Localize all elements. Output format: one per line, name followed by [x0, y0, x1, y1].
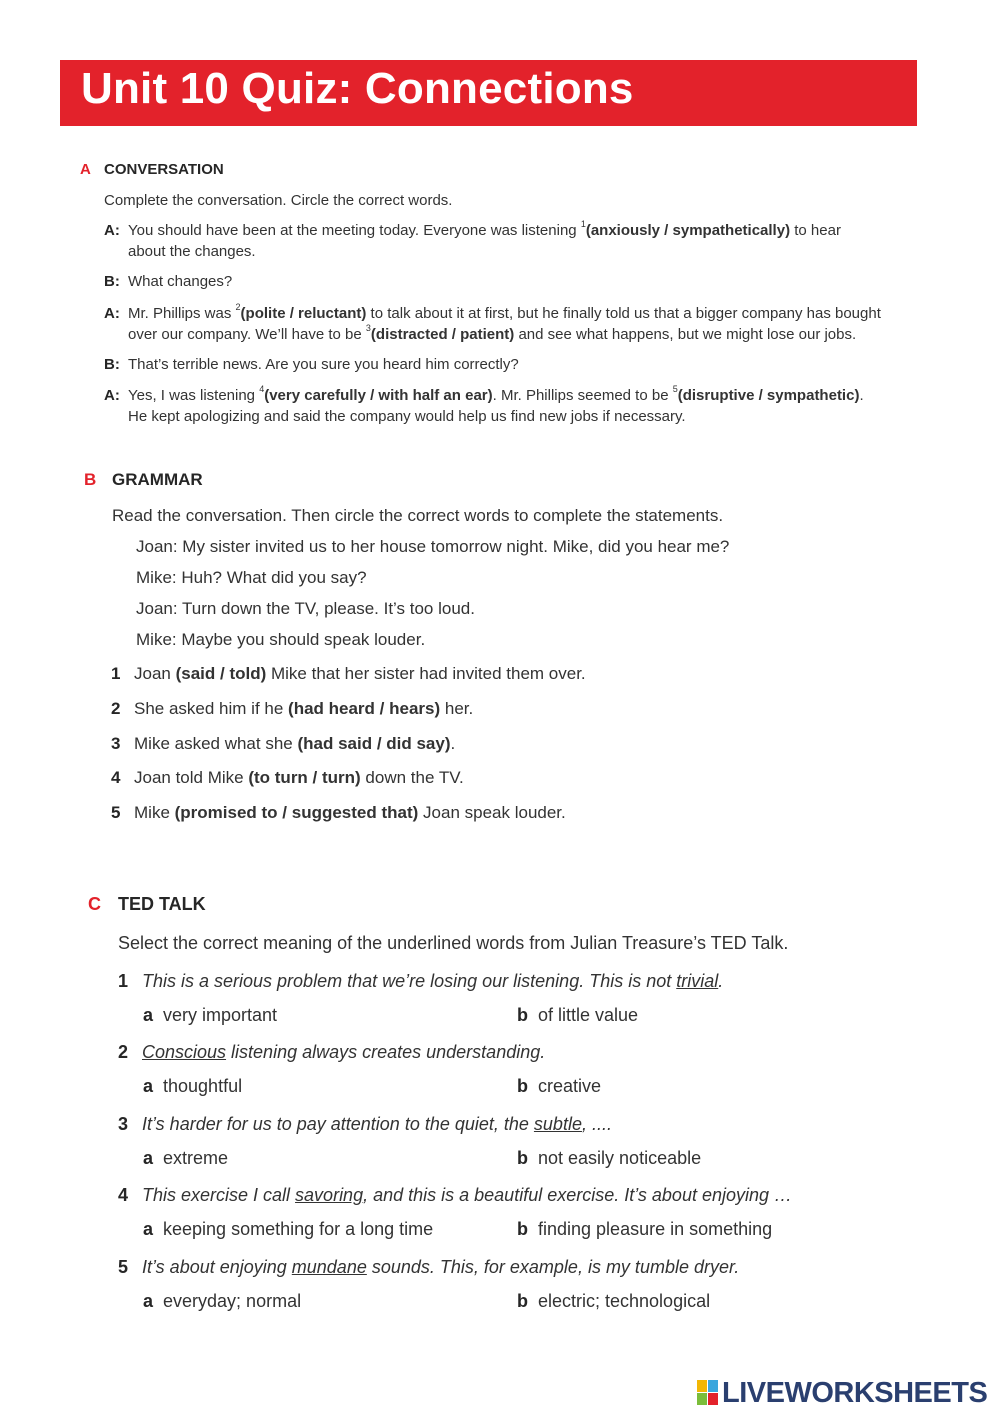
section-b-instruction: Read the conversation. Then circle the correct words to complete the statements.	[112, 506, 724, 525]
item-number: 1	[111, 664, 121, 683]
liveworksheets-logo[interactable]	[697, 1376, 995, 1410]
grammar-item: Mike asked what she (had said / did say).	[134, 734, 456, 753]
underlined-word: mundane	[291, 1257, 367, 1277]
option-b[interactable]: b creative	[517, 1076, 602, 1096]
underlined-word: savoring	[295, 1185, 364, 1205]
item-number: 2	[118, 1042, 129, 1062]
speaker-label: B:	[104, 273, 120, 290]
conversation-line: You should have been at the meeting today. Everyone was listening $^1$(anxiously / sympathetically) to hear	[128, 219, 841, 239]
dialogue-line: Joan: My sister invited us to her house tomorrow night. Mike, did you hear me?	[136, 537, 730, 556]
speaker-label: A:	[104, 305, 120, 322]
option-a[interactable]: a keeping something for a long time	[143, 1219, 434, 1239]
quote-text: It’s about enjoying mundane sounds. This, for example, is my tumble dryer.	[142, 1257, 740, 1277]
item-number: 4	[118, 1185, 129, 1205]
item-number: 3	[111, 734, 121, 753]
option-b[interactable]: b of little value	[517, 1005, 639, 1025]
quote-text: Conscious listening always creates understanding.	[142, 1042, 546, 1062]
answer-choice[interactable]: (promised to / suggested that)	[174, 803, 419, 822]
answer-choice[interactable]: (anxiously / sympathetically)	[585, 222, 791, 239]
grammar-item: Joan (said / told) Mike that her sister had invited them over.	[134, 664, 586, 683]
speaker-label: B:	[104, 356, 120, 373]
conversation-line: Mr. Phillips was $^2$(polite / reluctant) to talk about it at first, but he finally told us that a bigger company has bought	[128, 302, 881, 322]
item-number: 5	[111, 803, 121, 822]
option-b[interactable]: b finding pleasure in something	[517, 1219, 773, 1239]
grammar-item: Mike (promised to / suggested that) Joan speak louder.	[134, 803, 566, 822]
option-a[interactable]: a thoughtful	[143, 1076, 243, 1096]
item-number: 1	[118, 971, 129, 991]
quote-text: It’s harder for us to pay attention to the quiet, the subtle, ....	[142, 1114, 612, 1134]
quote-text: This exercise I call savoring, and this is a beautiful exercise. It’s about enjoying …	[142, 1185, 793, 1205]
section-a-letter: A	[80, 161, 91, 178]
answer-choice[interactable]: (distracted / patient)	[370, 326, 515, 343]
option-a[interactable]: a extreme	[143, 1148, 229, 1168]
conversation-line: That’s terrible news. Are you sure you heard him correctly?	[128, 356, 519, 373]
underlined-word: Conscious	[142, 1042, 227, 1062]
item-number: 2	[111, 699, 121, 718]
logo-text: LIVEWORKSHEETS	[722, 1377, 988, 1409]
grammar-item: Joan told Mike (to turn / turn) down the TV.	[134, 768, 464, 787]
grammar-item: She asked him if he (had heard / hears) her.	[134, 699, 474, 718]
answer-choice[interactable]: (to turn / turn)	[248, 768, 361, 787]
section-b-letter: B	[84, 470, 97, 489]
conversation-line: Yes, I was listening $^4$(very carefully / with half an ear). Mr. Phillips seemed to be $^5$(disruptive / sympathetic).	[128, 384, 864, 404]
quote-text: This is a serious problem that we’re losing our listening. This is not trivial.	[142, 971, 724, 991]
speaker-label: A:	[104, 387, 120, 404]
underlined-word: trivial	[676, 971, 719, 991]
section-c-heading: TED TALK	[118, 894, 206, 914]
dialogue-line: Joan: Turn down the TV, please. It’s too loud.	[136, 599, 475, 618]
page-title: Unit 10 Quiz: Connections	[81, 64, 634, 113]
conversation-line: about the changes.	[128, 243, 256, 260]
answer-choice[interactable]: (very carefully / with half an ear)	[264, 387, 493, 404]
section-a-instruction: Complete the conversation. Circle the correct words.	[104, 192, 453, 209]
answer-choice[interactable]: (had said / did say)	[297, 734, 451, 753]
item-number: 3	[118, 1114, 129, 1134]
option-a[interactable]: a everyday; normal	[143, 1291, 302, 1311]
section-a-heading: CONVERSATION	[104, 161, 224, 178]
conversation-line: What changes?	[128, 273, 233, 290]
item-number: 5	[118, 1257, 129, 1277]
underlined-word: subtle	[533, 1114, 582, 1134]
answer-choice[interactable]: (had heard / hears)	[288, 699, 441, 718]
conversation-line: He kept apologizing and said the company would help us find new jobs if necessary.	[128, 408, 686, 425]
speaker-label: A:	[104, 222, 120, 239]
conversation-line: over our company. We’ll have to be $^3$(distracted / patient) and see what happens, but we might lose our jobs.	[128, 323, 857, 343]
liveworksheets-logo-icon	[697, 1380, 719, 1406]
section-c-letter: C	[88, 894, 101, 914]
answer-choice[interactable]: (said / told)	[175, 664, 267, 683]
answer-choice[interactable]: (disruptive / sympathetic)	[677, 387, 860, 404]
section-c-instruction: Select the correct meaning of the underlined words from Julian Treasure’s TED Talk.	[118, 933, 789, 953]
dialogue-line: Mike: Huh? What did you say?	[136, 568, 367, 587]
answer-choice[interactable]: (polite / reluctant)	[240, 305, 367, 322]
option-b[interactable]: b not easily noticeable	[517, 1148, 702, 1168]
option-b[interactable]: b electric; technological	[517, 1291, 711, 1311]
title-banner	[60, 60, 917, 126]
option-a[interactable]: a very important	[143, 1005, 278, 1025]
dialogue-line: Mike: Maybe you should speak louder.	[136, 630, 426, 649]
section-b-heading: GRAMMAR	[112, 470, 203, 489]
item-number: 4	[111, 768, 121, 787]
